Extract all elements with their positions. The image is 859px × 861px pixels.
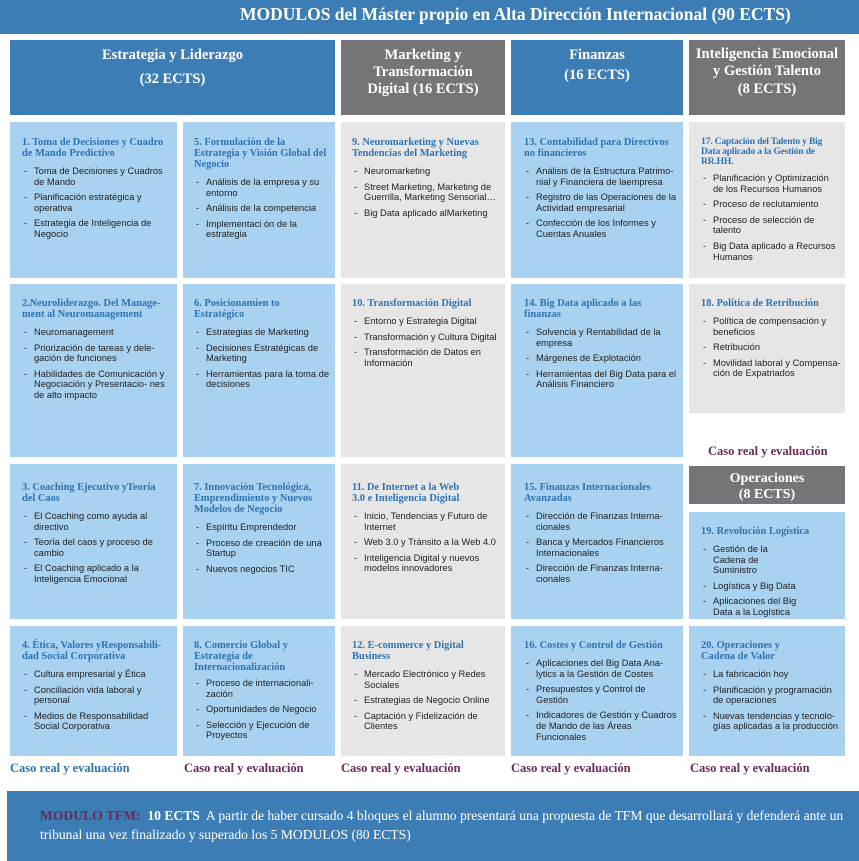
topic-item: - Aplicaciones del Big Data Ana- lytics a la Gestión de Costes [524, 658, 678, 679]
module-topics [524, 658, 678, 742]
column-header-marketing [341, 40, 505, 115]
topic-item: - Web 3.0 y Tránsito a la Web 4.0 [352, 537, 499, 548]
column-header-ects: (16 ECTS) [564, 67, 630, 83]
topic-item: - Márgenes de Explotación [524, 353, 678, 364]
topic-item: - Decisiones Estratégicas de Marketing [194, 343, 330, 364]
module-card-3 [10, 464, 177, 619]
caso-real-evaluacion: Caso real y evaluación [511, 761, 631, 775]
column-header-label: Operaciones [729, 471, 805, 486]
tfm-label: MODULO TFM: [40, 808, 141, 823]
module-card-13 [511, 122, 683, 278]
module-card-15 [511, 464, 683, 619]
topic-item: - Oportunidades de Negocio [194, 704, 330, 715]
topic-item: - Habilidades de Comunicación y Negociación y Presentacio- nes de alto impacto [22, 369, 171, 401]
topic-item: - Gestión de la Cadena de Suministro [701, 544, 773, 576]
topic-item: - Captación y Fidelización de Clientes [352, 711, 499, 732]
column-header-label: Marketing y Transformación Digital (16 ECTS) [367, 47, 479, 97]
topic-item: - Big Data aplicado a Recursos Humanos [701, 241, 841, 262]
topic-item: - Banca y Mercados Financieros Internacionales [524, 537, 678, 558]
module-title: 11. De Internet a la Web 3.0 e Inteligencia Digital [352, 482, 460, 504]
topic-item: - Estrategia de Inteligencia de Negocio [22, 218, 171, 239]
topic-item: - Espíritu Emprendedor [194, 522, 330, 533]
topic-item: - Neuromanagement [22, 327, 171, 338]
topic-item: - La fabricación hoy [701, 669, 841, 680]
module-topics [194, 327, 330, 390]
module-topics [194, 678, 330, 741]
topic-item: - Cultura empresarial y Ética [22, 669, 171, 680]
topic-item: - Presupuestos y Control de Gestión [524, 684, 678, 705]
module-topics [524, 511, 678, 585]
topic-item: - Toma de Decisiones y Cuadros de Mando [22, 166, 171, 187]
module-card-4 [10, 626, 177, 756]
module-card-19 [689, 512, 845, 619]
module-topics [701, 173, 841, 262]
module-title: 7. Innovación Tecnológica, Emprendimiento y Nuevos Modelos de Negocio [194, 482, 313, 515]
column-header-label: Estrategia y Liderazgo [102, 47, 243, 63]
module-title: 5. Formulación de la Estrategia y Visión Global del Negocio [194, 137, 327, 170]
column-header-ects: (8 ECTS) [737, 81, 797, 97]
topic-item: - Herramientas del Big Data para el Análisis Financiero [524, 369, 678, 390]
module-card-11 [341, 464, 505, 619]
module-card-7 [183, 464, 335, 619]
module-topics [352, 511, 499, 574]
topic-item: - Medios de Responsabilidad Social Corporativa [22, 711, 171, 732]
module-title: 19. Revolución Logística [701, 526, 810, 537]
topic-item: - Confección de los Informes y Cuentas Anuales [524, 218, 678, 239]
topic-item: - Teoría del caos y proceso de cambio [22, 537, 171, 558]
module-title: 17. Captación del Talento y Big Data aplicado a la Gestión de RR.HH. [701, 136, 823, 167]
column-header-inteligencia [689, 40, 845, 115]
page-title: MODULOS del Máster propio en Alta Dirección Internacional (90 ECTS) [240, 4, 791, 24]
topic-item: - Análisis de la Estructura Patrimo- nial y Financiera de laempresa [524, 166, 678, 187]
topic-item: - Planificación estratégica y operativa [22, 192, 171, 213]
topic-item: - Dirección de Finanzas Interna- cionales [524, 511, 678, 532]
caso-real-evaluacion: Caso real y evaluación [708, 444, 828, 458]
tfm-text: A partir de haber cursado 4 bloques el alumno presentará una propuesta de TFM que desarrollará y defenderá ante un tribunal una vez finalizado y superado los 5 MODULOS (80 ECTS) [40, 808, 844, 842]
topic-item: - Entorno y Estrategia Digital [352, 316, 499, 327]
topic-item: - Política de compensación y beneficios [701, 316, 841, 337]
topic-item: - Estrategias de Marketing [194, 327, 330, 338]
column-header-ects: (32 ECTS) [139, 71, 206, 87]
module-topics [701, 669, 841, 732]
module-title: 6. Posicionamien to Estratégico [194, 298, 280, 320]
topic-item: - Nuevas tendencias y tecnolo- gías aplicadas a la producción [701, 711, 841, 732]
module-card-5 [183, 122, 335, 278]
module-card-17 [689, 122, 845, 278]
topic-item: - Street Marketing, Marketing de Guerrilla, Marketing Sensorial… [352, 182, 499, 203]
module-title: 18. Política de Retribución [701, 298, 819, 309]
module-topics [22, 669, 171, 732]
caso-real-evaluacion: Caso real y evaluación [10, 761, 130, 775]
module-card-14 [511, 284, 683, 457]
column-header-ects: (8 ECTS) [738, 487, 796, 502]
module-title: 9. Neuromarketing y Nuevas Tendencias del Marketing [352, 137, 479, 159]
module-title: 15. Finanzas Internacionales Avanzadas [524, 482, 651, 504]
module-topics [352, 669, 499, 732]
topic-item: - Proceso de creación de una Startup [194, 538, 330, 559]
module-title: 10. Transformación Digital [352, 298, 472, 309]
topic-item: - Transformación y Cultura Digital [352, 332, 499, 343]
module-topics [524, 166, 678, 240]
module-card-6 [183, 284, 335, 457]
topic-item: - Proceso de selección de talento [701, 215, 841, 236]
module-card-10 [341, 284, 505, 457]
topic-item: - Selección y Ejecución de Proyectos [194, 720, 330, 741]
module-card-9 [341, 122, 505, 278]
module-topics [22, 327, 171, 401]
module-topics [22, 166, 171, 240]
module-title: 2.Neuroliderazgo. Del Manage- ment al Neuromanagement [22, 298, 161, 320]
module-title: 1. Toma de Decisiones y Cuadro de Mando Predictivo [22, 137, 164, 159]
module-topics [194, 522, 330, 574]
topic-item: - Logística y Big Data [701, 581, 841, 592]
module-title: 16. Costes y Control de Gestión [524, 640, 663, 651]
module-card-18 [689, 284, 845, 413]
caso-real-evaluacion: Caso real y evaluación [341, 761, 461, 775]
column-header-finanzas [511, 40, 683, 115]
module-card-2 [10, 284, 177, 457]
module-title: 13. Contabilidad para Directivos no financieros [524, 137, 669, 159]
topic-item: - Proceso de reclutamiento [701, 199, 841, 210]
column-header-label: Finanzas [569, 47, 625, 63]
topic-item: - Inteligencia Digital y nuevos modelos innovadores [352, 553, 499, 574]
module-topics [22, 511, 171, 585]
topic-item: - Registro de las Operaciones de la Actividad empresarial [524, 192, 678, 213]
module-topics [194, 177, 330, 240]
module-card-1 [10, 122, 177, 278]
module-title: 14. Big Data aplicado a las finanzas [524, 298, 642, 320]
topic-item: - Retribución [701, 342, 841, 353]
tfm-ects: 10 ECTS [147, 808, 200, 823]
module-title: 8. Comercio Global y Estrategia de Internacionalización [194, 640, 288, 673]
module-title: 3. Coaching Ejecutivo yTeoría del Caos [22, 482, 156, 504]
topic-item: - Nuevos negocios TIC [194, 564, 330, 575]
topic-item: - Herramientas para la toma de decisiones [194, 369, 330, 390]
topic-item: - Proceso de internacionali- zación [194, 678, 330, 699]
column-header-operaciones [689, 466, 845, 504]
module-title: 12. E-commerce y Digital Business [352, 640, 464, 662]
column-header-label: Inteligencia Emocional y Gestión Talento [695, 46, 839, 79]
module-card-20 [689, 626, 845, 756]
module-card-8 [183, 626, 335, 756]
topic-item: - Mercado Electrónico y Redes Sociales [352, 669, 499, 690]
topic-item: - Neuromarketing [352, 166, 499, 177]
module-card-16 [511, 626, 683, 756]
topic-item: - Movilidad laboral y Compensa- ción de Expatriados [701, 358, 841, 379]
topic-item: - Dirección de Finanzas Interna- cionales [524, 563, 678, 584]
module-topics [352, 316, 499, 368]
module-topics [701, 316, 841, 379]
caso-real-evaluacion: Caso real y evaluación [690, 761, 810, 775]
topic-item: - Aplicaciones del Big Data a la Logística [701, 596, 798, 617]
caso-real-evaluacion: Caso real y evaluación [184, 761, 304, 775]
topic-item: - Transformación de Datos en Información [352, 347, 499, 368]
topic-item: - Conciliación vida laboral y personal [22, 685, 171, 706]
module-card-12 [341, 626, 505, 756]
topic-item: - El Coaching como ayuda al directivo [22, 511, 171, 532]
module-topics [701, 544, 841, 618]
column-header-estrategia [10, 40, 335, 115]
topic-item: - Inicio, Tendencias y Futuro de Internet [352, 511, 499, 532]
module-topics [524, 327, 678, 390]
module-title: 4. Ética, Valores yResponsabili- dad Social Corporativa [22, 640, 162, 662]
topic-item: - Big Data aplicado alMarketing [352, 208, 499, 219]
topic-item: - Indicadores de Gestión y Cuadros de Mando de las Áreas Funcionales [524, 710, 678, 742]
topic-item: - Planificación y Optimización de los Recursos Humanos [701, 173, 841, 194]
tfm-description [40, 806, 852, 844]
module-topics [352, 166, 499, 218]
topic-item: - Análisis de la competencia [194, 203, 330, 214]
topic-item: - Estrategias de Negocio Online [352, 695, 499, 706]
topic-item: - Análisis de la empresa y su entorno [194, 177, 330, 198]
topic-item: - Planificación y programación de operaciones [701, 685, 841, 706]
topic-item: - El Coaching aplicado a la Inteligencia Emocional [22, 563, 171, 584]
topic-item: - Implementaci ón de la estrategia [194, 219, 330, 240]
topic-item: - Priorización de tareas y dele- gación de funciones [22, 343, 171, 364]
module-title: 20. Operaciones y Cadena de Valor [701, 640, 780, 662]
topic-item: - Solvencia y Rentabilidad de la empresa [524, 327, 678, 348]
